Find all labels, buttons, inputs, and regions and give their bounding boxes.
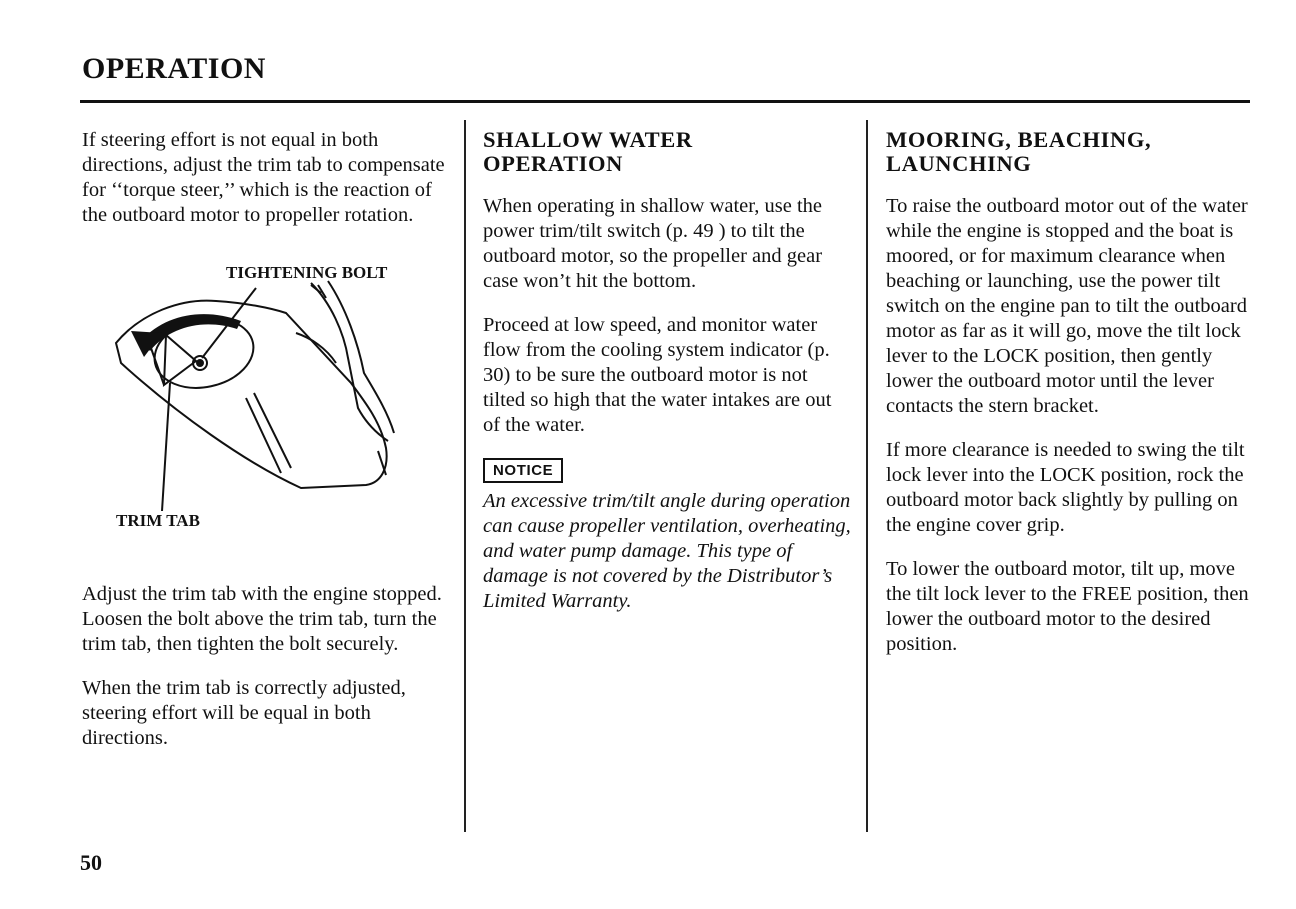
- col3-paragraph-1: To raise the outboard motor out of the water while the engine is stopped and the boat is moored, or for maximum clearance when beaching or launching, use the power tilt switch on the engine pan to tilt the outboard motor as far as it will go, move the tilt lock lever to the LOCK position, then gently lower the outboard motor until the lever contacts the stern bracket.: [886, 195, 1248, 417]
- column-1-lower: [82, 582, 452, 770]
- col1-paragraph-2: Adjust the trim tab with the engine stopped. Loosen the bolt above the trim tab, turn the trim tab, then tighten the bolt securely.: [82, 583, 442, 655]
- column-divider-2: [866, 120, 868, 832]
- tightening-bolt-label: TIGHTENING BOLT: [226, 263, 388, 282]
- shallow-water-heading: SHALLOW WATER OPERATION: [483, 127, 693, 176]
- column-3: [886, 128, 1252, 676]
- trim-tab-figure: [96, 263, 426, 538]
- notice-badge: NOTICE: [483, 458, 563, 483]
- column-1: [82, 128, 452, 247]
- col3-paragraph-3: To lower the outboard motor, tilt up, move the tilt lock lever to the FREE position, then lower the outboard motor to the desired position.: [886, 558, 1249, 655]
- col3-paragraph-2: If more clearance is needed to swing the tilt lock lever into the LOCK position, rock the outboard motor back slightly by pulling on the engine cover grip.: [886, 439, 1245, 536]
- trim-tab-label: TRIM TAB: [116, 511, 200, 530]
- header-rule: [80, 100, 1250, 103]
- col2-paragraph-1: When operating in shallow water, use the power trim/tilt switch (p. 49 ) to tilt the outboard motor, so the propeller and gear case won’t hit the bottom.: [483, 195, 823, 292]
- page-number: 50: [80, 850, 102, 875]
- column-2: [483, 128, 851, 633]
- col2-paragraph-2: Proceed at low speed, and monitor water flow from the cooling system indicator (p. 30) to be sure the outboard motor is not tilted so high that the water intakes are out of the water.: [483, 314, 832, 436]
- trim-tab-illustration: [96, 263, 426, 538]
- col1-paragraph-1: If steering effort is not equal in both directions, adjust the trim tab to compensate for ‘‘torque steer,’’ which is the reaction of the outboard motor to propeller rotation.: [82, 129, 445, 226]
- mooring-heading: MOORING, BEACHING, LAUNCHING: [886, 127, 1152, 176]
- notice-text: An excessive trim/tilt angle during operation can cause propeller ventilation, overheating, and water pump damage. This type of damage is not covered by the Distributor’s Limited Warranty.: [483, 490, 851, 612]
- page-title: OPERATION: [82, 52, 266, 85]
- col1-paragraph-3: When the trim tab is correctly adjusted, steering effort will be equal in both directions.: [82, 677, 406, 749]
- column-divider-1: [464, 120, 466, 832]
